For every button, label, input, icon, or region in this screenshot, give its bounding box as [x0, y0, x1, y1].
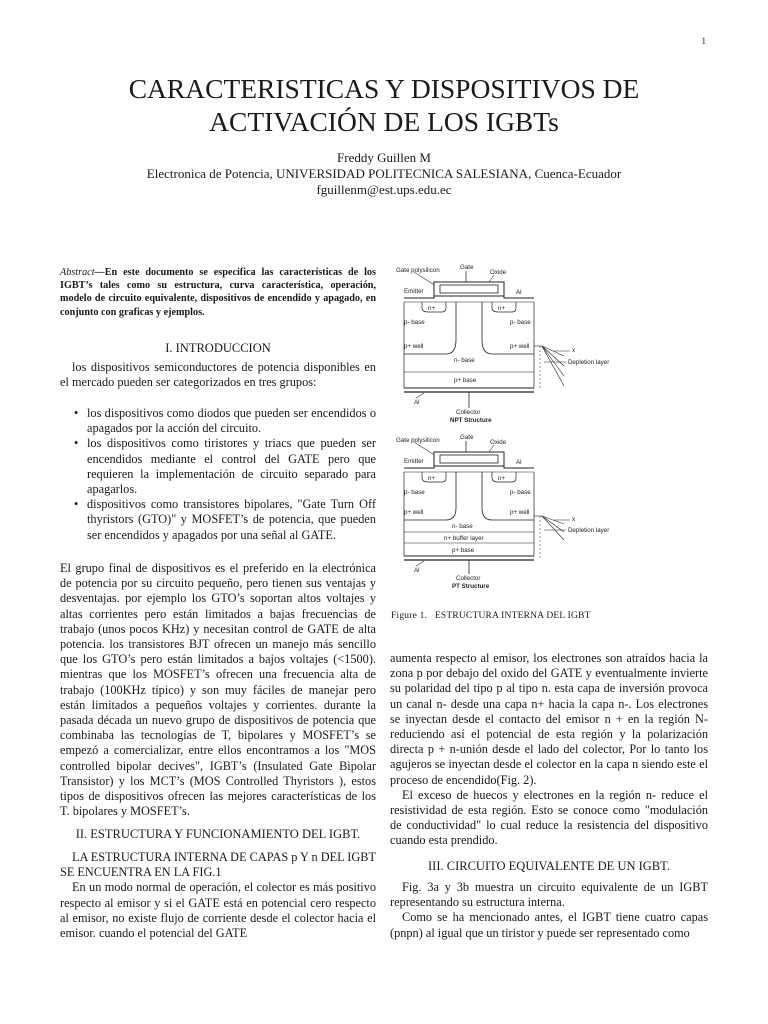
nbase-label: n- base — [452, 523, 473, 530]
depletion-label: Depletion layer — [568, 527, 610, 534]
nplus-right-label: n+ — [498, 475, 506, 482]
pwell-left-label: p+ well — [404, 509, 424, 516]
figure-1 — [394, 262, 712, 612]
list-item-text: los dispositivos como diodos que pueden ser encendidos o apagados por la acción del circuito. — [87, 406, 376, 436]
nplus-right-label: n+ — [498, 305, 506, 312]
list-item: • los dispositivos como diodos que pueden ser encendidos o apagados por la acción del circuito. — [74, 406, 376, 436]
pbase-right-label: p- base — [510, 319, 531, 326]
section-3-paragraph-2: Como se ha mencionado antes, el IGBT tiene cuatro capas (pnpn) al igual que un tiristor y puede ser representado como — [390, 910, 708, 940]
figure-caption-label: Figure 1. — [391, 611, 428, 621]
pwell-left-label: p+ well — [404, 343, 424, 350]
pplus-base-label: p+ base — [452, 547, 475, 554]
intro-paragraph: los dispositivos semiconductores de potencia disponibles en el mercado pueden ser categorizados en tres grupos: — [60, 360, 376, 390]
igbt-structure-diagram — [394, 262, 712, 612]
x-axis-label: x — [572, 347, 576, 354]
section-1-intro — [60, 360, 376, 390]
oxide-label: Oxide — [490, 439, 507, 446]
nplus-left-label: n+ — [428, 305, 436, 312]
paper-title — [60, 72, 708, 138]
pplus-base-label: p+ base — [454, 377, 477, 384]
pwell-right-label: p+ well — [510, 343, 530, 350]
x-axis-label: x — [572, 516, 576, 523]
depletion-label: Depletion layer — [568, 359, 610, 366]
al-bottom-label: Al — [414, 567, 420, 574]
pt-structure-label: PT Structure — [452, 583, 490, 590]
nplus-left-label: n+ — [428, 475, 436, 482]
buffer-layer-label: n+ buffer layer — [444, 535, 484, 542]
section-1-heading: I. INTRODUCCION — [165, 341, 271, 355]
device-list — [60, 406, 376, 543]
gate-label: Gate — [460, 434, 474, 441]
author-email[interactable]: fguillenm@est.ups.edu.ec — [316, 182, 452, 197]
abstract — [60, 266, 376, 319]
section-3-body — [390, 880, 708, 941]
collector-label: Collector — [456, 575, 481, 582]
npt-structure-diagram — [396, 264, 609, 424]
section-2-paragraph-3: El exceso de huecos y electrones en la región n- reduce el resistividad de esta región. Esto se conoce como "modulación de conductividad" lo cual reduce la resistencia del dispositivo cuando esta prendido. — [390, 787, 708, 848]
oxide-label: Oxide — [490, 269, 507, 276]
abstract-label: Abstract — [60, 267, 95, 278]
al-top-label: Al — [516, 289, 522, 296]
gate-polysilicon-label: Gate polysilicon — [396, 437, 440, 444]
pbase-left-label: p- base — [404, 489, 425, 496]
list-item-text: los dispositivos como tiristores y triacs que pueden ser encendidos mediante el control del GATE pero que requieren la implementación de circuito separado para apagarlos. — [87, 436, 376, 497]
body-paragraph: El grupo final de dispositivos es el preferido en la electrónica de potencia por su circuito pequeño, pero tienen sus ventajas y desventajas. por ejemplo los GTO’s soportan altos voltajes y altas corrientes pero están limitados a bajas frecuencias de trabajo (unos pocos KHz) y necesitan control de GATE de alta potencia. los transistores BJT ofrecen un manejo más sencillo que los GTO’s pero están limitados a bajos voltajes (<1500). mientras que los MOSFET’s ofrecen una frecuencia alta de trabajo (100KHz típico) y son muy fáciles de manejar pero están limitados a pequeños voltajes y corrientes. durante la pasada década un nuevo grupo de dispositivos de potencia que combinaba las tecnologías de T, bipolares y MOSFET’s se empezó a comercializar, entre ellos encontramos a los "MOS controlled bipolar decives", IGBT’s (Insulated Gate Bipolar Transistor) y los MCT’s (MOS Controlled Thyristors ), estos tipos de dispositivos ofrecen las mejores características de los T. bipolares y MOSFET’s. — [60, 561, 376, 819]
page-number: 1 — [701, 36, 706, 46]
gate-label: Gate — [460, 264, 474, 271]
author-affiliation: Electronica de Potencia, UNIVERSIDAD POLITECNICA SALESIANA, Cuenca-Ecuador — [146, 166, 622, 181]
abstract-text: —En este documento se especifica las características de los IGBT’s tales como su estructura, curva característica, operación, modelo de circuito equivalente, dispositivos de encendido y apagado, en conjunto con graficas y ejemplos. — [60, 267, 376, 318]
section-2-heading: II. ESTRUCTURA Y FUNCIONAMIENTO DEL IGBT. — [75, 827, 361, 841]
pwell-right-label: p+ well — [510, 509, 530, 516]
figure-caption-text: ESTRUCTURA INTERNA DEL IGBT — [434, 611, 591, 621]
emitter-label: Emitter — [404, 458, 424, 465]
section-2-paragraph-1: LA ESTRUCTURA INTERNA DE CAPAS p Y n DEL IGBT SE ENCUENTRA EN LA FIG.1 — [60, 850, 376, 880]
npt-structure-label: NPT Structure — [450, 417, 492, 424]
title-line-1: CARACTERISTICAS Y DISPOSITIVOS DE — [128, 73, 640, 104]
list-item: • los dispositivos como tiristores y triacs que pueden ser encendidos mediante el control del GATE pero que requieren la implementación de circuito separado para apagarlos. — [74, 436, 376, 497]
section-2-paragraph-2-continued: aumenta respecto al emisor, los electrones son atraídos hacia la zona p por debajo del oxido del GATE y eventualmente invierte su polaridad del tipo p al tipo n. esta capa de inversión provoca un canal n- desde una capa n+ hacia la capa n-. Los electrones se inyectan desde el contacto del emisor n + en la región N-reduciendo así el potencial de esta región y la polarización directa p + n-unión desde el lado del colector, Por lo tanto los agujeros se inyectan desde el colector en la capa n siendo este el proceso de encendido(Fig. 2). — [390, 651, 708, 787]
al-bottom-label: Al — [414, 399, 420, 406]
section-1-body — [60, 561, 376, 819]
collector-label: Collector — [456, 409, 481, 416]
pbase-right-label: p- base — [510, 489, 531, 496]
emitter-label: Emitter — [404, 288, 424, 295]
pt-structure-diagram — [396, 434, 609, 590]
list-item: • dispositivos como transistores bipolares, "Gate Turn Off thyristors (GTO)" y MOSFET’s de potencia, que pueden ser encendidos y apagados por una señal al GATE. — [74, 497, 376, 542]
section-2-right — [390, 651, 708, 849]
section-3-paragraph-1: Fig. 3a y 3b muestra un circuito equivalente de un IGBT representando su estructura interna. — [390, 880, 708, 910]
list-item-text: dispositivos como transistores bipolares, "Gate Turn Off thyristors (GTO)" y MOSFET’s de potencia, que pueden ser encendidos y apagados por una señal al GATE. — [87, 497, 376, 542]
title-line-2: ACTIVACIÓN DE LOS IGBTs — [209, 106, 559, 137]
gate-polysilicon-label: Gate polysilicon — [396, 267, 440, 274]
pbase-left-label: p- base — [404, 319, 425, 326]
author-name: Freddy Guillen M — [337, 150, 431, 165]
nbase-label: n- base — [454, 357, 475, 364]
al-top-label: Al — [516, 459, 522, 466]
section-3-heading: III. CIRCUITO EQUIVALENTE DE UN IGBT. — [428, 859, 670, 873]
section-2-paragraph-2: En un modo normal de operación, el colector es más positivo respecto al emisor y si el GATE está en potencial cero respecto al emisor, no existe flujo de corriente desde el colector hacia el emisor. cuando el potencial del GATE — [60, 880, 376, 941]
section-2-left — [60, 850, 376, 941]
figure-caption — [391, 611, 591, 621]
